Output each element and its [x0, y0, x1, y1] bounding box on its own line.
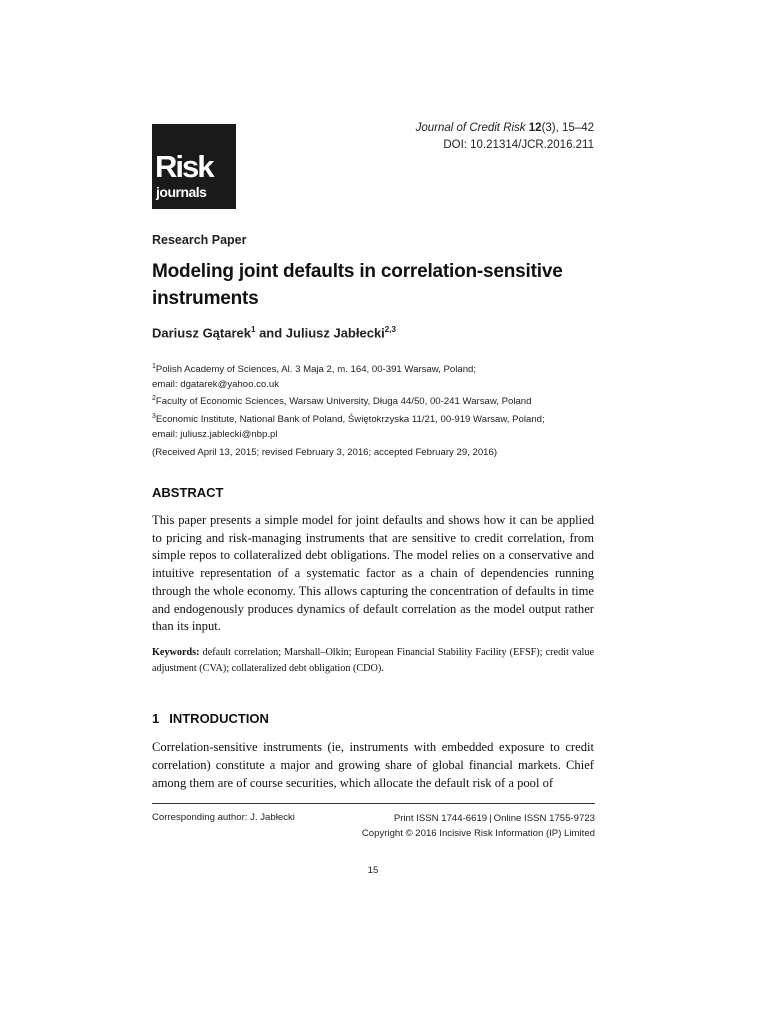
journal-citation [416, 120, 594, 154]
abstract-heading: ABSTRACT [152, 485, 224, 500]
footnote-divider [152, 803, 595, 804]
logo-word-risk: Risk [155, 149, 213, 184]
affiliation-1 [152, 360, 545, 378]
corresponding-author: Corresponding author: J. Jabłecki [152, 812, 295, 823]
affiliations [152, 360, 545, 442]
journal-name: Journal of Credit Risk [415, 122, 526, 134]
affiliation-mark: 3 [152, 412, 156, 420]
author-name: Dariusz Gątarek [152, 325, 251, 341]
issn-line [362, 812, 595, 827]
issn-online: Online ISSN 1755-9723 [493, 813, 595, 824]
received-dates: (Received April 13, 2015; revised February 3, 2016; accepted February 29, 2016) [152, 447, 498, 458]
author-affiliation-mark: 1 [251, 325, 256, 334]
affiliation-mark: 1 [152, 363, 156, 370]
issn-copyright [362, 812, 595, 841]
affiliation-text: Economic Institute, National Bank of Poland, Świętokrzyska 11/21, 00-919 Warsaw, Poland; [155, 414, 545, 426]
affiliation-3 [152, 410, 545, 428]
citation-line [416, 120, 594, 137]
introduction-body: Correlation-sensitive instruments (ie, instruments with embedded exposure to credit correlation) constitute a major and growing share of global financial markets. Chief among them are of course securities, which allocate the default risk of a pool of [152, 740, 594, 790]
keywords-label: Keywords: [152, 647, 200, 658]
doi: DOI: 10.21314/JCR.2016.211 [443, 139, 594, 151]
journal-issue-pages: (3), 15–42 [541, 122, 594, 134]
author-list [152, 325, 396, 340]
keywords [152, 645, 594, 676]
affiliation-mark: 2 [152, 395, 156, 403]
page-number: 15 [367, 865, 379, 876]
keywords-text: default correlation; Marshall–Olkin; European Financial Stability Facility (EFSF); credit value adjustment (CVA); collateralized debt obligation (CDO). [152, 647, 594, 674]
logo-word-journals: journals [156, 184, 207, 200]
introduction-heading [152, 711, 269, 726]
paper-type: Research Paper [152, 233, 247, 247]
copyright: Copyright © 2016 Incisive Risk Information (IP) Limited [361, 827, 595, 839]
affiliation-text: Faculty of Economic Sciences, Warsaw University, Długa 44/50, 00-241 Warsaw, Poland [155, 396, 532, 408]
section-title: INTRODUCTION [169, 711, 269, 726]
author-name: Juliusz Jabłecki [285, 325, 385, 341]
affiliation-2 [152, 392, 545, 410]
abstract-body: This paper presents a simple model for joint defaults and shows how it can be applied to pricing and risk-managing instruments that are sensitive to credit correlation, from simple repos to collateralized debt obligations. The model relies on a conservative and intuitive representation of a systematic factor as a chain of dependencies running through the whole economy. This allows capturing the concentration of defaults in time and endogenously produces dynamics of default correlation as the model output rather than its input. [152, 513, 594, 634]
risk-journals-logo [152, 124, 236, 209]
issn-print: Print ISSN 1744-6619 [393, 813, 488, 824]
paper-title: Modeling joint defaults in correlation-sensitive instruments [152, 261, 563, 309]
affiliation-email: email: dgatarek@yahoo.co.uk [152, 378, 280, 390]
journal-volume: 12 [528, 122, 542, 134]
affiliation-text: Polish Academy of Sciences, Al. 3 Maja 2, m. 164, 00-391 Warsaw, Poland; [155, 364, 477, 376]
author-affiliation-mark: 2,3 [384, 325, 396, 334]
section-number: 1 [152, 711, 160, 726]
issn-separator: | [489, 813, 492, 824]
affiliation-email: email: juliusz.jablecki@nbp.pl [152, 428, 278, 440]
author-conjunction: and [255, 325, 286, 341]
